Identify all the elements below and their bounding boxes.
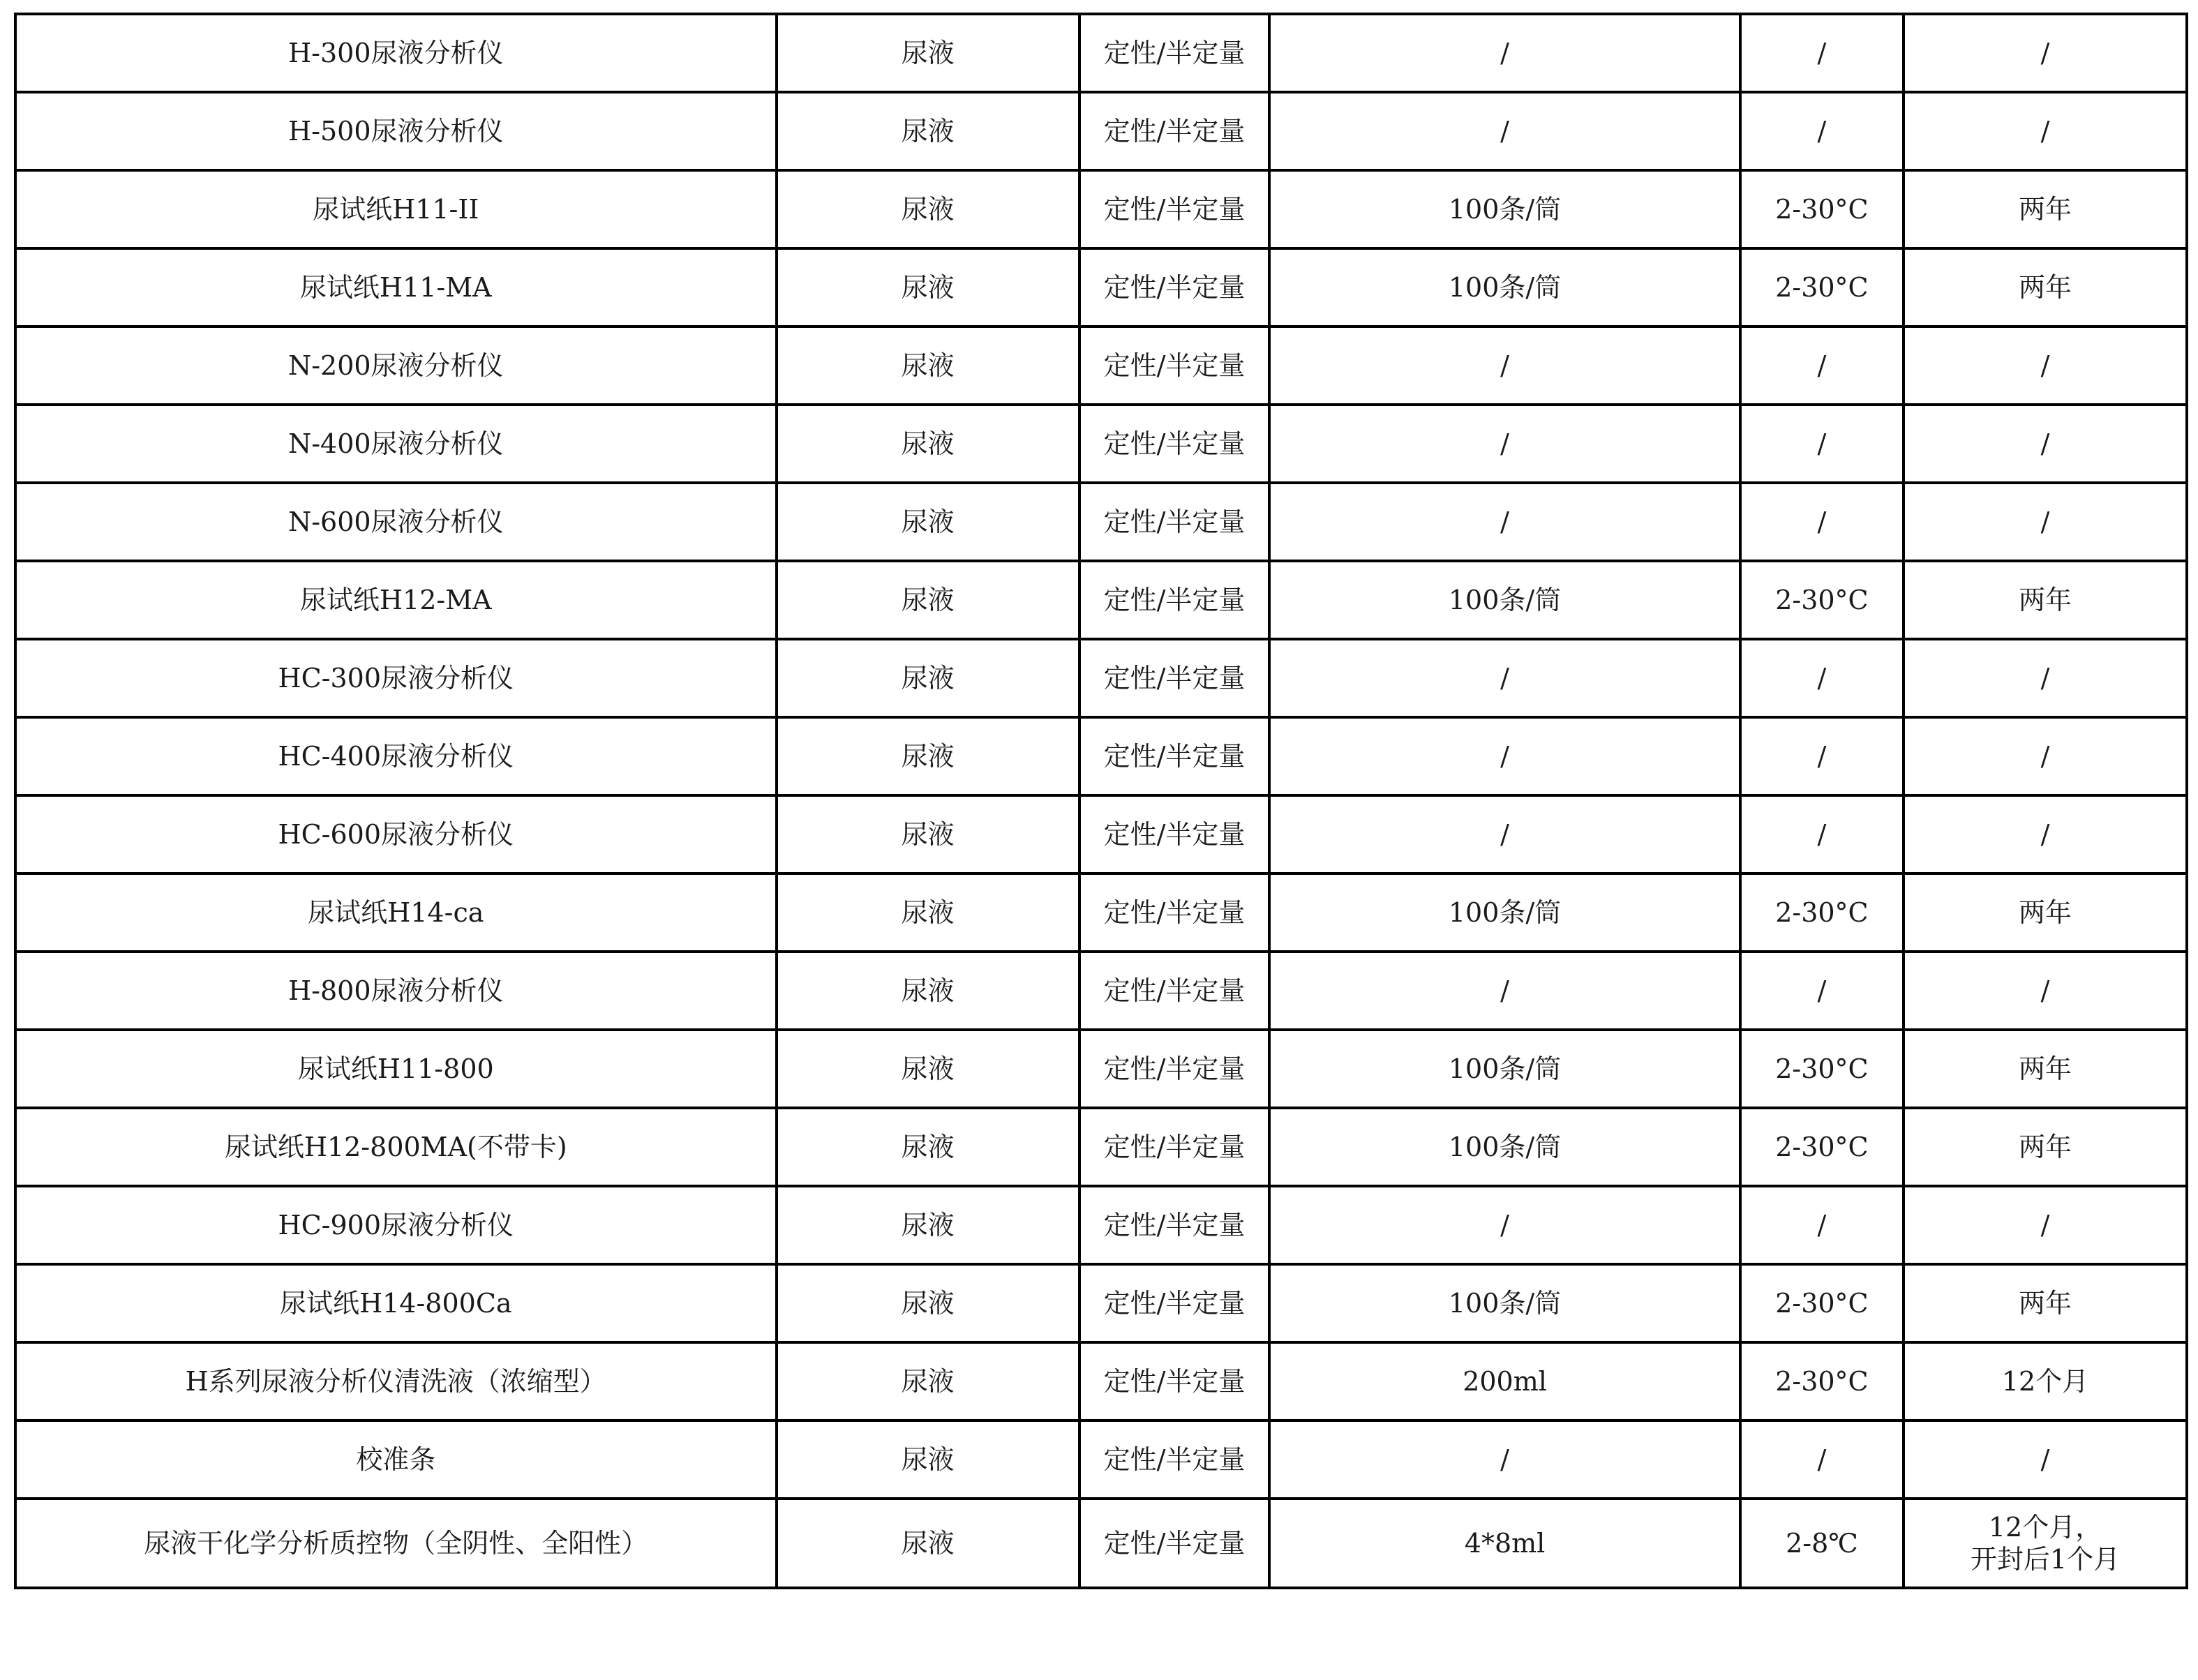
sample-type-cell: 尿液: [777, 1186, 1079, 1264]
storage-temperature-cell: /: [1740, 639, 1904, 717]
shelf-life-line: 12个月，: [1988, 1512, 2102, 1543]
table-row: [15, 92, 2187, 170]
method-cell: 定性/半定量: [1079, 561, 1270, 639]
sample-type-cell: 尿液: [777, 639, 1079, 717]
sample-type-cell: 尿液: [777, 717, 1079, 795]
shelf-life-cell: [1904, 170, 2187, 248]
specification-cell: 4*8ml: [1269, 1499, 1740, 1588]
shelf-life-line: /: [2040, 819, 2050, 850]
specification-cell: /: [1269, 952, 1740, 1030]
shelf-life-line: /: [2040, 663, 2050, 693]
storage-temperature-cell: 2-30°C: [1740, 248, 1904, 327]
sample-type-cell: 尿液: [777, 1108, 1079, 1186]
shelf-life-cell: [1904, 405, 2187, 483]
method-cell: 定性/半定量: [1079, 717, 1270, 795]
table-row: [15, 1264, 2187, 1342]
storage-temperature-cell: 2-30°C: [1740, 873, 1904, 952]
sample-type-cell: 尿液: [777, 405, 1079, 483]
specification-cell: /: [1269, 405, 1740, 483]
specification-cell: /: [1269, 1420, 1740, 1499]
table-row: [15, 952, 2187, 1030]
specification-cell: 100条/筒: [1269, 248, 1740, 327]
shelf-life-line: /: [2040, 741, 2050, 772]
table-row: [15, 405, 2187, 483]
product-table-sheet: [14, 13, 2188, 1589]
shelf-life-cell: [1904, 1108, 2187, 1186]
sample-type-cell: 尿液: [777, 170, 1079, 248]
shelf-life-cell: [1904, 1420, 2187, 1499]
shelf-life-line: 开封后1个月: [1970, 1544, 2121, 1575]
product-name-cell: 尿试纸H12-MA: [15, 561, 777, 639]
shelf-life-line: 两年: [2019, 897, 2072, 928]
sample-type-cell: 尿液: [777, 1342, 1079, 1420]
product-name-cell: H-300尿液分析仪: [15, 14, 777, 92]
method-cell: 定性/半定量: [1079, 1342, 1270, 1420]
shelf-life-line: 12个月: [2001, 1366, 2089, 1397]
product-name-cell: H-500尿液分析仪: [15, 92, 777, 170]
method-cell: 定性/半定量: [1079, 405, 1270, 483]
method-cell: 定性/半定量: [1079, 639, 1270, 717]
storage-temperature-cell: 2-30°C: [1740, 170, 1904, 248]
sample-type-cell: 尿液: [777, 483, 1079, 561]
product-name-cell: 校准条: [15, 1420, 777, 1499]
shelf-life-line: 两年: [2019, 1132, 2072, 1162]
table-row: [15, 170, 2187, 248]
product-name-cell: HC-300尿液分析仪: [15, 639, 777, 717]
storage-temperature-cell: /: [1740, 405, 1904, 483]
shelf-life-line: /: [2040, 38, 2050, 68]
table-row: [15, 483, 2187, 561]
method-cell: 定性/半定量: [1079, 1108, 1270, 1186]
shelf-life-line: /: [2040, 350, 2050, 381]
storage-temperature-cell: 2-8℃: [1740, 1499, 1904, 1588]
specification-cell: /: [1269, 483, 1740, 561]
shelf-life-cell: [1904, 1499, 2187, 1588]
product-name-cell: N-600尿液分析仪: [15, 483, 777, 561]
specification-cell: /: [1269, 795, 1740, 873]
storage-temperature-cell: /: [1740, 92, 1904, 170]
table-row: [15, 248, 2187, 327]
specification-cell: /: [1269, 1186, 1740, 1264]
storage-temperature-cell: 2-30°C: [1740, 1264, 1904, 1342]
shelf-life-cell: [1904, 1186, 2187, 1264]
sample-type-cell: 尿液: [777, 795, 1079, 873]
table-row: [15, 717, 2187, 795]
sample-type-cell: 尿液: [777, 873, 1079, 952]
table-row: [15, 14, 2187, 92]
specification-cell: 200ml: [1269, 1342, 1740, 1420]
table-row: [15, 1420, 2187, 1499]
specification-cell: /: [1269, 717, 1740, 795]
table-row: [15, 873, 2187, 952]
product-table: [14, 13, 2188, 1589]
sample-type-cell: 尿液: [777, 248, 1079, 327]
specification-cell: 100条/筒: [1269, 561, 1740, 639]
sample-type-cell: 尿液: [777, 952, 1079, 1030]
storage-temperature-cell: 2-30°C: [1740, 1342, 1904, 1420]
method-cell: 定性/半定量: [1079, 873, 1270, 952]
specification-cell: 100条/筒: [1269, 1264, 1740, 1342]
storage-temperature-cell: /: [1740, 1186, 1904, 1264]
product-name-cell: H-800尿液分析仪: [15, 952, 777, 1030]
shelf-life-cell: [1904, 1264, 2187, 1342]
shelf-life-line: /: [2040, 428, 2050, 459]
sample-type-cell: 尿液: [777, 1420, 1079, 1499]
specification-cell: /: [1269, 14, 1740, 92]
shelf-life-line: /: [2040, 1444, 2050, 1475]
table-row: [15, 795, 2187, 873]
shelf-life-line: 两年: [2019, 1053, 2072, 1084]
product-name-cell: 尿试纸H11-II: [15, 170, 777, 248]
shelf-life-cell: [1904, 483, 2187, 561]
method-cell: 定性/半定量: [1079, 795, 1270, 873]
specification-cell: 100条/筒: [1269, 1030, 1740, 1108]
table-row: [15, 1186, 2187, 1264]
product-name-cell: 尿试纸H14-800Ca: [15, 1264, 777, 1342]
product-name-cell: H系列尿液分析仪清洗液（浓缩型）: [15, 1342, 777, 1420]
storage-temperature-cell: /: [1740, 483, 1904, 561]
table-row: [15, 1030, 2187, 1108]
method-cell: 定性/半定量: [1079, 1264, 1270, 1342]
shelf-life-cell: [1904, 92, 2187, 170]
product-name-cell: 尿试纸H11-MA: [15, 248, 777, 327]
specification-cell: 100条/筒: [1269, 873, 1740, 952]
sample-type-cell: 尿液: [777, 92, 1079, 170]
method-cell: 定性/半定量: [1079, 1420, 1270, 1499]
method-cell: 定性/半定量: [1079, 1499, 1270, 1588]
table-row: [15, 327, 2187, 405]
product-name-cell: 尿液干化学分析质控物（全阴性、全阳性）: [15, 1499, 777, 1588]
storage-temperature-cell: 2-30°C: [1740, 561, 1904, 639]
method-cell: 定性/半定量: [1079, 1186, 1270, 1264]
shelf-life-cell: [1904, 639, 2187, 717]
table-row: [15, 1108, 2187, 1186]
product-name-cell: 尿试纸H12-800MA(不带卡): [15, 1108, 777, 1186]
storage-temperature-cell: /: [1740, 795, 1904, 873]
storage-temperature-cell: /: [1740, 327, 1904, 405]
shelf-life-cell: [1904, 717, 2187, 795]
table-row: [15, 1342, 2187, 1420]
product-name-cell: N-200尿液分析仪: [15, 327, 777, 405]
sample-type-cell: 尿液: [777, 14, 1079, 92]
method-cell: 定性/半定量: [1079, 170, 1270, 248]
shelf-life-line: /: [2040, 507, 2050, 537]
shelf-life-cell: [1904, 873, 2187, 952]
shelf-life-cell: [1904, 1342, 2187, 1420]
shelf-life-line: 两年: [2019, 194, 2072, 225]
product-name-cell: 尿试纸H14-ca: [15, 873, 777, 952]
product-name-cell: N-400尿液分析仪: [15, 405, 777, 483]
method-cell: 定性/半定量: [1079, 483, 1270, 561]
specification-cell: /: [1269, 327, 1740, 405]
shelf-life-cell: [1904, 795, 2187, 873]
specification-cell: /: [1269, 639, 1740, 717]
shelf-life-cell: [1904, 327, 2187, 405]
shelf-life-cell: [1904, 561, 2187, 639]
sample-type-cell: 尿液: [777, 1030, 1079, 1108]
storage-temperature-cell: /: [1740, 952, 1904, 1030]
specification-cell: 100条/筒: [1269, 170, 1740, 248]
shelf-life-line: /: [2040, 1210, 2050, 1240]
product-name-cell: 尿试纸H11-800: [15, 1030, 777, 1108]
method-cell: 定性/半定量: [1079, 14, 1270, 92]
method-cell: 定性/半定量: [1079, 952, 1270, 1030]
product-name-cell: HC-900尿液分析仪: [15, 1186, 777, 1264]
table-row: [15, 561, 2187, 639]
specification-cell: /: [1269, 92, 1740, 170]
shelf-life-line: 两年: [2019, 272, 2072, 303]
shelf-life-cell: [1904, 14, 2187, 92]
table-row: [15, 1499, 2187, 1588]
storage-temperature-cell: /: [1740, 14, 1904, 92]
sample-type-cell: 尿液: [777, 1499, 1079, 1588]
storage-temperature-cell: 2-30°C: [1740, 1030, 1904, 1108]
method-cell: 定性/半定量: [1079, 327, 1270, 405]
sample-type-cell: 尿液: [777, 561, 1079, 639]
table-body: [15, 14, 2187, 1588]
method-cell: 定性/半定量: [1079, 1030, 1270, 1108]
shelf-life-cell: [1904, 1030, 2187, 1108]
shelf-life-cell: [1904, 952, 2187, 1030]
shelf-life-line: 两年: [2019, 1288, 2072, 1319]
product-name-cell: HC-600尿液分析仪: [15, 795, 777, 873]
sample-type-cell: 尿液: [777, 327, 1079, 405]
table-row: [15, 639, 2187, 717]
storage-temperature-cell: /: [1740, 1420, 1904, 1499]
sample-type-cell: 尿液: [777, 1264, 1079, 1342]
specification-cell: 100条/筒: [1269, 1108, 1740, 1186]
storage-temperature-cell: 2-30°C: [1740, 1108, 1904, 1186]
shelf-life-cell: [1904, 248, 2187, 327]
method-cell: 定性/半定量: [1079, 92, 1270, 170]
method-cell: 定性/半定量: [1079, 248, 1270, 327]
shelf-life-line: 两年: [2019, 585, 2072, 615]
shelf-life-line: /: [2040, 975, 2050, 1006]
shelf-life-line: /: [2040, 116, 2050, 147]
storage-temperature-cell: /: [1740, 717, 1904, 795]
product-name-cell: HC-400尿液分析仪: [15, 717, 777, 795]
